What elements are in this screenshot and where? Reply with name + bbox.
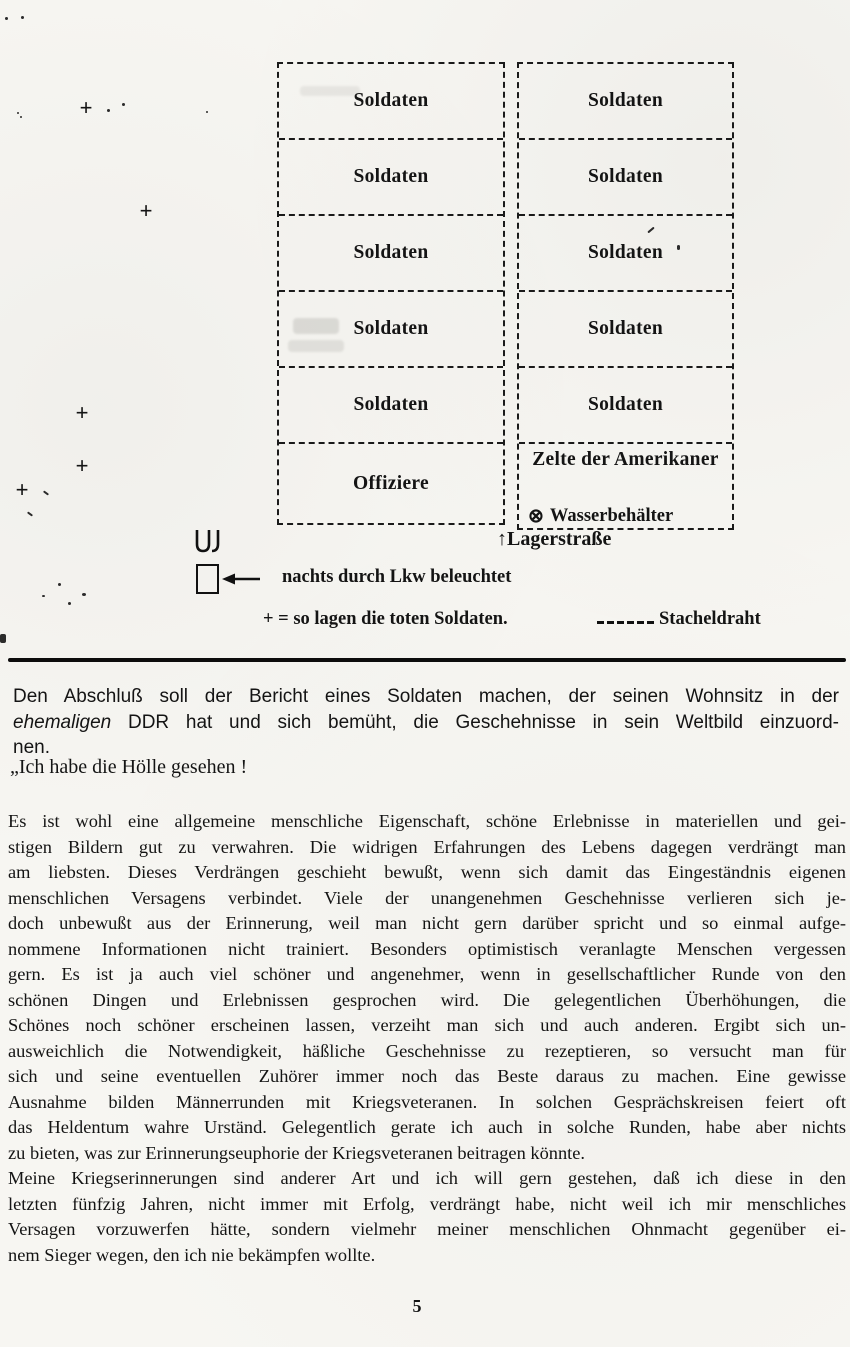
american-tents-cell [519,444,732,528]
scan-speck [5,17,8,20]
body-line: Versagen vorzuwerfen hätte, sondern vielmehr meiner menschlichen Ohnmacht gegenüber ei- [8,1219,846,1239]
body-line: Ausnahme bilden Männerrunden mit Kriegsveteranen. In solchen Gesprächskreisen feiert oft [8,1091,846,1112]
officers-cell-label: Offiziere [353,472,429,494]
barbed-wire-label: Stacheldraht [659,609,761,629]
dead-soldier-marker: + [75,453,89,479]
body-line: nommene Informationen nicht trainiert. Besonders optimistisch veranlagte Menschen vergessen [8,938,846,959]
scan-speck [58,583,61,586]
soldiers-cell [519,368,732,444]
dead-soldier-marker: + [79,95,93,121]
dead-soldiers-note: + = so lagen die toten Soldaten. [263,609,508,629]
soldiers-cell-label: Soldaten [587,394,663,415]
body-line: ausweichlich die Notwendigkeit, häßliche Geschehnisse zu rezeptieren, so versucht man für [8,1040,846,1061]
soldiers-cell-label: Soldaten [353,394,429,415]
intro-italic-word: ehemaligen [13,711,112,733]
intro-line: nen. [13,737,50,758]
scan-speck [122,103,125,106]
water-container-row [528,506,673,527]
body-line: zu bieten, was zur Erinnerungseuphorie der Kriegsveteranen beitragen könnte. [8,1142,586,1163]
scan-speck [21,16,24,19]
soldiers-cell-label: Soldaten [587,90,663,111]
body-line: sich und seine eventuellen Zuhörer immer noch das Beste daraus zu machen. Eine gewisse [8,1066,846,1086]
scan-speck [82,593,86,596]
body-line: letzten fünfzig Jahren, nicht immer mit Erfolg, verdrängt habe, nicht weil ich mir menschliches [8,1193,846,1214]
body-text [8,809,846,1268]
body-line: doch unbewußt aus der Erinnerung, weil man nicht gern darüber spricht und so einmal aufge- [8,913,846,933]
intro-line [13,710,839,736]
soldiers-cell [279,64,503,140]
scan-speck [677,245,680,250]
body-line: menschlichen Versagens verbindet. Viele der unangenehmen Geschehnisse verlieren sich je- [8,887,846,908]
scan-speck [27,511,33,516]
body-paragraph-2 [8,1166,846,1268]
scan-smudge [293,318,339,334]
soldiers-cell-label: Soldaten [353,166,429,187]
dead-soldier-marker: + [15,477,29,503]
body-line: gern. Es ist ja auch viel schöner und angenehmer, wenn in gesellschaftlicher Runde von den [8,964,846,984]
body-line: Es ist wohl eine allgemeine menschliche Eigenschaft, schöne Erlebnisse in materiellen und gei- [8,811,846,831]
soldiers-cell [519,216,732,292]
soldiers-cell-label: Soldaten [353,90,429,111]
left-arrow-icon [220,571,262,587]
soldiers-cell [519,292,732,368]
soldiers-cell-label: Soldaten [587,166,663,187]
section-divider [8,658,846,662]
lamp-symbol-icon [191,526,223,558]
scan-speck [68,602,71,605]
scan-speck [43,490,49,495]
dead-soldier-marker: + [139,198,153,224]
dead-soldier-marker: + [75,400,89,426]
body-line: nem Sieger wegen, den ich nie bekämpfen wollte. [8,1244,376,1265]
scan-speck [17,112,19,114]
intro-line: Den Abschluß soll der Bericht eines Soldaten machen, der seinen Wohnsitz in der [13,686,839,707]
body-line: stigen Bildern gut zu verwahren. Die widrigen Erfahrungen des Lebens dagegen verdrängt man [8,836,846,857]
body-line: Meine Kriegserinnerungen sind anderer Art und ich will gern gestehen, daß ich diese in den [8,1168,846,1188]
page-number: 5 [412,1296,422,1316]
soldiers-cell [279,216,503,292]
diagram-right-block [517,62,734,530]
lighted-square-icon [196,564,219,594]
scan-speck [206,111,208,113]
diagram-left-block [277,62,505,525]
water-container-label: Wasserbehälter [549,506,674,526]
body-line: Schönes noch schöner erscheinen lassen, verzeiht man sich und auch anderen. Ergibt sich un- [8,1015,846,1035]
soldiers-cell-label: Soldaten [587,318,663,339]
scan-speck [42,595,45,597]
up-arrow-icon: ↑ [497,528,507,550]
barbed-wire-line-icon [597,621,654,624]
soldiers-cell [279,368,503,444]
scan-smudge [300,86,360,96]
soldiers-cell-label: Soldaten [353,242,429,263]
soldiers-cell-label: Soldaten [587,242,663,263]
scan-smudge [288,340,344,352]
body-line: am liebsten. Dieses Verdrängen geschieht bewußt, wenn sich damit das Eingeständnis eigenen [8,862,846,882]
camp-street [497,528,611,551]
american-tents-label: Zelte der Amerikaner [532,449,719,470]
scan-speck [20,116,22,118]
lkw-light-note: nachts durch Lkw beleuchtet [282,567,512,587]
scan-speck [0,634,6,643]
body-line: schönen Dingen und Erlebnissen gesprochen wird. Die gelegentlichen Überhöhungen, die [8,989,846,1010]
soldiers-cell [279,140,503,216]
soldiers-cell [519,140,732,216]
intro-paragraph [13,684,839,761]
scan-speck [107,109,110,112]
soldiers-cell-label: Soldaten [353,318,429,339]
water-container-icon: ⊗ [528,506,544,527]
officers-cell [279,444,503,523]
intro-line-rest: DDR hat und sich bemüht, die Geschehnisse in sein Weltbild einzuord- [111,711,839,733]
body-paragraph-1 [8,809,846,1166]
body-line: das Heldentum wahre Urständ. Gelegentlich gerate ich auch in solche Runden, habe aber nichts [8,1117,846,1137]
quote-line: „Ich habe die Hölle gesehen ! [10,756,248,778]
camp-street-label: Lagerstraße [507,528,612,550]
soldiers-cell [519,64,732,140]
